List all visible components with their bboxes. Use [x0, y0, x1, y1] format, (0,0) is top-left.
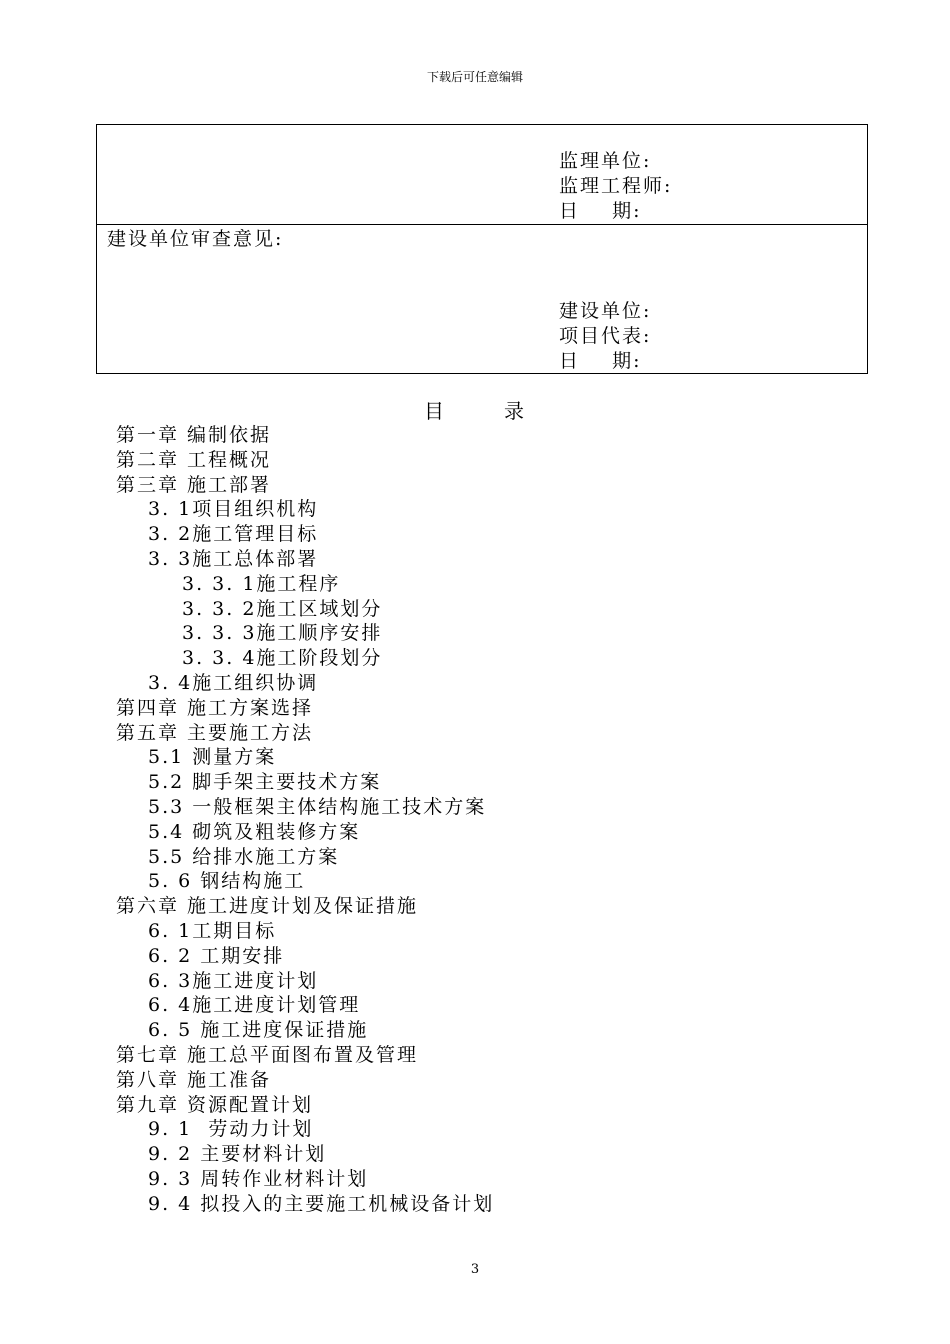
owner-sign-block — [559, 299, 651, 374]
toc-title-right: 录 — [504, 399, 526, 423]
toc-chapter-item[interactable]: 第一章 编制依据 — [116, 424, 272, 446]
toc-chapter-item[interactable]: 第八章 施工准备 — [116, 1068, 272, 1091]
toc-chapter-item[interactable]: 第七章 施工总平面图布置及管理 — [116, 1043, 419, 1066]
supervision-sign-block — [559, 149, 672, 224]
toc-section-item[interactable]: 6. 5 施工进度保证措施 — [148, 1019, 369, 1042]
toc-section-item[interactable]: 9. 1 劳动力计划 — [148, 1118, 314, 1141]
supervision-signoff-row — [97, 125, 867, 225]
supervision-engineer-label: 监理工程师: — [559, 175, 673, 197]
owner-date-label: 日 期: — [559, 350, 642, 372]
review-table — [96, 124, 868, 374]
toc-subsection-item[interactable]: 3. 3. 2施工区域划分 — [182, 597, 383, 620]
owner-unit-label: 建设单位: — [559, 300, 652, 322]
toc-title — [0, 398, 950, 424]
header-note: 下载后可任意编辑 — [426, 70, 523, 84]
toc-section-item[interactable]: 9. 4 拟投入的主要施工机械设备计划 — [148, 1192, 495, 1215]
toc-chapter-item[interactable]: 第三章 施工部署 — [116, 473, 272, 496]
supervision-date-label: 日 期: — [559, 200, 642, 222]
toc-chapter-item[interactable]: 第二章 工程概况 — [116, 448, 272, 471]
toc-subsection-item[interactable]: 3. 3. 1施工程序 — [182, 572, 341, 595]
toc-section-item[interactable]: 5.2 脚手架主要技术方案 — [148, 771, 382, 794]
owner-review-row — [97, 225, 867, 373]
toc-section-item[interactable]: 3. 1项目组织机构 — [148, 498, 319, 521]
toc-section-item[interactable]: 5.1 测量方案 — [148, 746, 277, 769]
toc-section-item[interactable]: 3. 2施工管理目标 — [148, 523, 319, 546]
toc-chapter-item[interactable]: 第五章 主要施工方法 — [116, 721, 314, 744]
toc-section-item[interactable]: 3. 4施工组织协调 — [148, 671, 319, 694]
page-number: 3 — [470, 1262, 480, 1277]
owner-representative-label: 项目代表: — [559, 325, 652, 347]
toc-section-item[interactable]: 5.5 给排水施工方案 — [148, 845, 340, 868]
toc-list — [116, 423, 494, 1217]
toc-section-item[interactable]: 9. 3 周转作业材料计划 — [148, 1167, 369, 1190]
toc-chapter-item[interactable]: 第四章 施工方案选择 — [116, 696, 314, 719]
toc-chapter-item[interactable]: 第六章 施工进度计划及保证措施 — [116, 895, 419, 918]
toc-section-item[interactable]: 5. 6 钢结构施工 — [148, 870, 306, 893]
toc-section-item[interactable]: 6. 2 工期安排 — [148, 944, 285, 967]
toc-section-item[interactable]: 6. 3施工进度计划 — [148, 969, 319, 992]
toc-chapter-item[interactable]: 第九章 资源配置计划 — [116, 1093, 314, 1116]
toc-section-item[interactable]: 5.3 一般框架主体结构施工技术方案 — [148, 795, 487, 818]
toc-subsection-item[interactable]: 3. 3. 3施工顺序安排 — [182, 622, 383, 645]
toc-section-item[interactable]: 6. 1工期目标 — [148, 919, 277, 942]
toc-section-item[interactable]: 5.4 砌筑及粗装修方案 — [148, 820, 361, 843]
toc-section-item[interactable]: 3. 3施工总体部署 — [148, 547, 319, 570]
toc-section-item[interactable]: 6. 4施工进度计划管理 — [148, 994, 361, 1017]
toc-subsection-item[interactable]: 3. 3. 4施工阶段划分 — [182, 647, 383, 670]
owner-opinion-label: 建设单位审查意见: — [107, 228, 284, 250]
supervision-unit-label: 监理单位: — [559, 150, 652, 172]
toc-title-left: 目 — [424, 399, 446, 423]
toc-section-item[interactable]: 9. 2 主要材料计划 — [148, 1143, 327, 1166]
